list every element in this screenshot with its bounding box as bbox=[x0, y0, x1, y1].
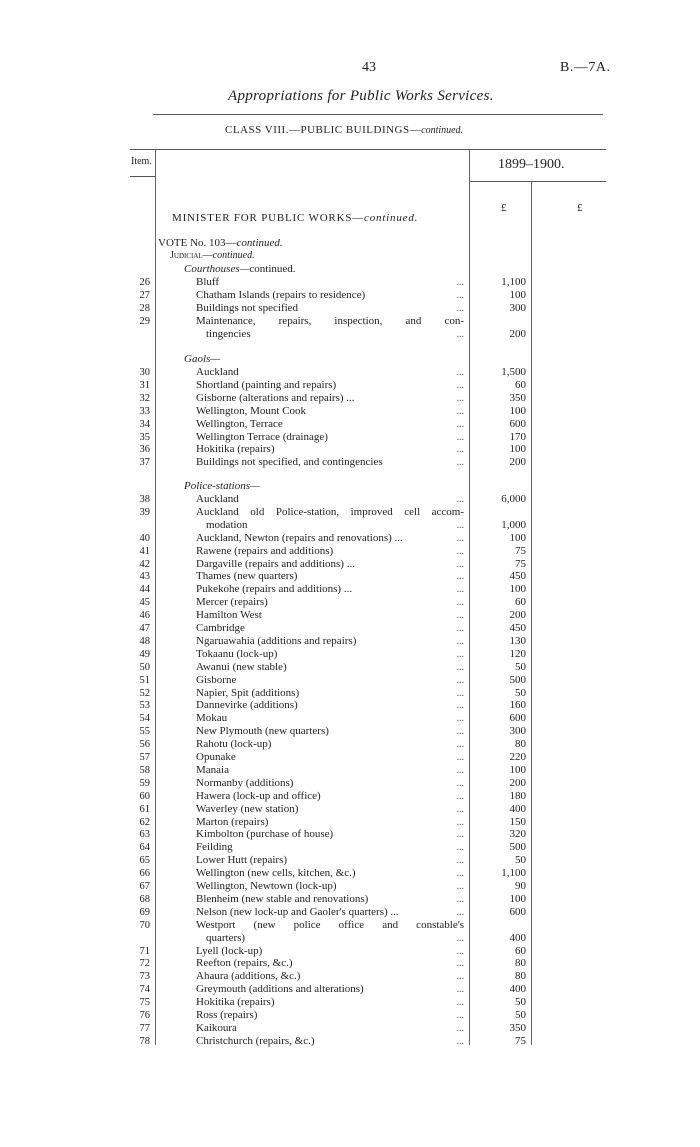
item-amount: 170 bbox=[509, 430, 526, 443]
table-row bbox=[0, 583, 700, 596]
leader-dots: ... bbox=[456, 906, 464, 918]
item-description: Feilding bbox=[196, 841, 233, 854]
item-amount: 100 bbox=[509, 763, 526, 776]
table-row bbox=[0, 506, 700, 519]
item-number: 43 bbox=[139, 571, 150, 583]
item-description: Auckland bbox=[196, 366, 239, 378]
leader-dots: ... bbox=[456, 726, 464, 738]
item-description: Maintenance, repairs, inspection, and con- bbox=[196, 314, 464, 327]
table-row bbox=[0, 803, 700, 816]
item-number: 51 bbox=[139, 674, 150, 686]
item-amount: 130 bbox=[509, 634, 526, 647]
item-number: 62 bbox=[139, 816, 150, 828]
table-row bbox=[0, 315, 700, 328]
table-row bbox=[0, 687, 700, 700]
item-number: 70 bbox=[139, 919, 150, 931]
table-row bbox=[0, 1022, 700, 1035]
table-row bbox=[0, 674, 700, 687]
item-number: 57 bbox=[139, 752, 150, 763]
table-row bbox=[0, 431, 700, 444]
table-row bbox=[0, 996, 700, 1009]
table-row bbox=[0, 392, 700, 405]
item-number: 49 bbox=[139, 648, 150, 660]
item-amount: 350 bbox=[509, 1021, 526, 1034]
item-amount: 1,100 bbox=[501, 867, 526, 880]
currency-symbol-1: £ bbox=[501, 202, 507, 214]
leader-dots: ... bbox=[456, 444, 464, 456]
table-row bbox=[0, 366, 700, 379]
leader-dots: ... bbox=[456, 958, 464, 970]
item-amount: 60 bbox=[515, 378, 526, 391]
leader-dots: ... bbox=[456, 687, 464, 699]
item-number: 59 bbox=[139, 777, 150, 789]
item-description: Napier, Spit (additions) bbox=[196, 686, 300, 699]
leader-dots: ... bbox=[456, 1035, 464, 1047]
leader-dots: ... bbox=[456, 661, 464, 673]
leader-dots: ... bbox=[456, 764, 464, 776]
item-number: 72 bbox=[139, 958, 150, 970]
item-description: Ahaura (additions, &c.) bbox=[196, 970, 301, 983]
item-number: 36 bbox=[139, 444, 150, 456]
item-amount: 200 bbox=[509, 456, 526, 469]
item-amount: 100 bbox=[509, 531, 526, 544]
item-number: 39 bbox=[139, 506, 150, 518]
table-row bbox=[0, 867, 700, 880]
table-row bbox=[0, 751, 700, 764]
leader-dots: ... bbox=[456, 752, 464, 763]
item-amount: 120 bbox=[509, 647, 526, 660]
table-row bbox=[0, 957, 700, 970]
item-amount: 100 bbox=[509, 583, 526, 596]
table-row bbox=[0, 854, 700, 867]
item-description: Dargaville (repairs and additions) ... bbox=[196, 557, 355, 570]
item-number: 54 bbox=[139, 713, 150, 725]
item-number: 44 bbox=[139, 584, 150, 596]
table-row bbox=[0, 970, 700, 983]
item-description: Hawera (lock-up and office) bbox=[196, 789, 321, 802]
page-title: Appropriations for Public Works Services. bbox=[228, 88, 494, 104]
item-description: Hokitika (repairs) bbox=[196, 443, 275, 456]
leader-dots: ... bbox=[456, 610, 464, 622]
item-amount: 220 bbox=[509, 751, 526, 763]
item-description: Westport (new police office and constable's bbox=[196, 918, 464, 931]
leader-dots: ... bbox=[456, 945, 464, 957]
leader-dots: ... bbox=[456, 997, 464, 1009]
item-number: 30 bbox=[139, 367, 150, 378]
table-row bbox=[0, 828, 700, 841]
leader-dots: ... bbox=[456, 379, 464, 391]
item-amount: 300 bbox=[509, 301, 526, 314]
table-row bbox=[0, 405, 700, 418]
item-number: 52 bbox=[139, 687, 150, 699]
courthouses-heading-continued: continued. bbox=[249, 263, 296, 275]
item-description: Kimbolton (purchase of house) bbox=[196, 828, 334, 841]
item-amount: 50 bbox=[515, 996, 526, 1009]
vote-title: VOTE No. 103— bbox=[158, 237, 237, 249]
leader-dots: ... bbox=[456, 405, 464, 417]
item-description: Ross (repairs) bbox=[196, 1009, 258, 1021]
table-row bbox=[0, 289, 700, 302]
leader-dots: ... bbox=[456, 597, 464, 609]
item-amount: 450 bbox=[509, 570, 526, 583]
table-row-continuation bbox=[0, 519, 700, 532]
item-description: Rahotu (lock-up) bbox=[196, 738, 272, 751]
item-description: Auckland, Newton (repairs and renovations) ... bbox=[196, 531, 403, 544]
table-row bbox=[0, 841, 700, 854]
item-amount: 150 bbox=[509, 815, 526, 828]
item-description: Wellington (new cells, kitchen, &c.) bbox=[196, 867, 356, 880]
minister-continued: continued. bbox=[364, 212, 419, 224]
item-number: 68 bbox=[139, 893, 150, 905]
item-amount: 75 bbox=[515, 1034, 526, 1047]
item-number: 34 bbox=[139, 418, 150, 430]
item-number: 65 bbox=[139, 855, 150, 867]
item-description: Marton (repairs) bbox=[196, 815, 269, 828]
item-number: 38 bbox=[139, 494, 150, 505]
item-amount: 100 bbox=[509, 892, 526, 905]
leader-dots: ... bbox=[456, 584, 464, 596]
item-amount: 75 bbox=[515, 557, 526, 570]
class-title: CLASS VIII.—PUBLIC BUILDINGS— bbox=[225, 124, 422, 136]
item-number: 61 bbox=[139, 803, 150, 815]
gaols-heading-label: Gaols— bbox=[184, 353, 221, 365]
table-row bbox=[0, 558, 700, 571]
item-amount: 50 bbox=[515, 1009, 526, 1021]
leader-dots: ... bbox=[456, 739, 464, 751]
gaols-heading bbox=[184, 353, 220, 366]
leader-dots: ... bbox=[456, 418, 464, 430]
leader-dots: ... bbox=[456, 571, 464, 583]
item-number: 67 bbox=[139, 881, 150, 892]
item-amount: 600 bbox=[509, 905, 526, 918]
leader-dots: ... bbox=[456, 1010, 464, 1021]
table-row bbox=[0, 712, 700, 725]
item-description: Mercer (repairs) bbox=[196, 596, 268, 609]
table-row bbox=[0, 379, 700, 392]
item-number: 50 bbox=[139, 661, 150, 673]
item-number: 29 bbox=[139, 315, 150, 327]
leader-dots: ... bbox=[456, 777, 464, 789]
table-row bbox=[0, 609, 700, 622]
year-column-header: 1899–1900. bbox=[498, 157, 565, 172]
leader-dots: ... bbox=[456, 803, 464, 815]
item-description: Rawene (repairs and additions) bbox=[196, 544, 334, 557]
item-description: Wellington Terrace (drainage) bbox=[196, 430, 328, 443]
item-description: Cambridge bbox=[196, 622, 245, 634]
item-amount: 350 bbox=[509, 391, 526, 404]
item-amount: 80 bbox=[515, 738, 526, 751]
item-amount: 160 bbox=[509, 699, 526, 712]
item-number: 45 bbox=[139, 597, 150, 609]
item-description-continued: modation bbox=[206, 518, 248, 531]
item-number: 42 bbox=[139, 558, 150, 570]
item-description: Tokaanu (lock-up) bbox=[196, 647, 278, 660]
item-description: Greymouth (additions and alterations) bbox=[196, 983, 364, 996]
item-number: 47 bbox=[139, 623, 150, 634]
item-number: 58 bbox=[139, 764, 150, 776]
item-number: 41 bbox=[139, 545, 150, 557]
item-description: New Plymouth (new quarters) bbox=[196, 725, 329, 738]
item-description: Opunake bbox=[196, 751, 236, 763]
table-row bbox=[0, 532, 700, 545]
item-description: Awanui (new stable) bbox=[196, 660, 287, 673]
item-description: Wellington, Terrace bbox=[196, 417, 283, 430]
item-description: Manaia bbox=[196, 763, 229, 776]
table-row bbox=[0, 919, 700, 932]
leader-dots: ... bbox=[456, 932, 464, 944]
table-row bbox=[0, 648, 700, 661]
item-amount: 200 bbox=[509, 776, 526, 789]
item-amount: 100 bbox=[509, 288, 526, 301]
item-number: 32 bbox=[139, 392, 150, 404]
leader-dots: ... bbox=[456, 881, 464, 892]
gaols-heading-row bbox=[0, 353, 700, 366]
item-number: 78 bbox=[139, 1035, 150, 1047]
item-description: Waverley (new station) bbox=[196, 802, 299, 815]
table-row bbox=[0, 906, 700, 919]
leader-dots: ... bbox=[456, 545, 464, 557]
table-row bbox=[0, 302, 700, 315]
item-number: 69 bbox=[139, 906, 150, 918]
leader-dots: ... bbox=[456, 700, 464, 712]
item-number: 74 bbox=[139, 984, 150, 996]
item-description: Gisborne bbox=[196, 673, 237, 686]
leader-dots: ... bbox=[456, 674, 464, 686]
leader-dots: ... bbox=[456, 302, 464, 314]
leader-dots: ... bbox=[456, 635, 464, 647]
table-row bbox=[0, 945, 700, 958]
item-description: Chatham Islands (repairs to residence) bbox=[196, 288, 366, 301]
document-reference: B.—7A. bbox=[560, 60, 611, 75]
item-description: Bluff bbox=[196, 276, 220, 288]
table-row bbox=[0, 816, 700, 829]
courthouses-heading-label: Courthouses— bbox=[184, 263, 250, 275]
leader-dots: ... bbox=[456, 328, 464, 340]
table-row bbox=[0, 276, 700, 289]
item-number: 77 bbox=[139, 1022, 150, 1034]
item-number: 40 bbox=[139, 532, 150, 544]
item-number: 33 bbox=[139, 405, 150, 417]
item-description: Auckland old Police-station, improved cell accom- bbox=[196, 505, 464, 518]
item-description: Thames (new quarters) bbox=[196, 570, 298, 583]
item-description: Normanby (additions) bbox=[196, 776, 294, 789]
item-amount: 75 bbox=[515, 544, 526, 557]
item-amount: 80 bbox=[515, 957, 526, 970]
item-number: 27 bbox=[139, 289, 150, 301]
item-description-continued: tingencies bbox=[206, 327, 251, 340]
item-amount: 400 bbox=[509, 983, 526, 996]
item-amount: 50 bbox=[515, 686, 526, 699]
item-amount: 1,000 bbox=[501, 518, 526, 531]
item-amount: 500 bbox=[509, 841, 526, 854]
leader-dots: ... bbox=[456, 829, 464, 841]
item-number: 73 bbox=[139, 971, 150, 983]
leader-dots: ... bbox=[456, 494, 464, 505]
leader-dots: ... bbox=[456, 367, 464, 378]
judicial-continued: continued. bbox=[212, 250, 255, 261]
item-number: 56 bbox=[139, 739, 150, 751]
item-description: Hamilton West bbox=[196, 609, 262, 622]
item-number: 31 bbox=[139, 379, 150, 391]
leader-dots: ... bbox=[456, 457, 464, 469]
item-amount: 300 bbox=[509, 725, 526, 738]
leader-dots: ... bbox=[456, 532, 464, 544]
item-amount: 100 bbox=[509, 404, 526, 417]
leader-dots: ... bbox=[456, 623, 464, 634]
item-number: 26 bbox=[139, 277, 150, 288]
item-number: 46 bbox=[139, 610, 150, 622]
item-amount: 200 bbox=[509, 327, 526, 340]
leader-dots: ... bbox=[456, 431, 464, 443]
table-row bbox=[0, 725, 700, 738]
item-description: Kaikoura bbox=[196, 1021, 237, 1034]
leader-dots: ... bbox=[456, 893, 464, 905]
item-description: Pukekohe (repairs and additions) ... bbox=[196, 583, 353, 596]
item-number: 75 bbox=[139, 997, 150, 1009]
item-number: 48 bbox=[139, 635, 150, 647]
leader-dots: ... bbox=[456, 868, 464, 880]
item-description: Christchurch (repairs, &c.) bbox=[196, 1034, 315, 1047]
item-description: Lower Hutt (repairs) bbox=[196, 854, 288, 867]
item-description: Buildings not specified, and contingencies bbox=[196, 456, 383, 469]
item-amount: 320 bbox=[509, 828, 526, 841]
table-row-continuation bbox=[0, 328, 700, 341]
currency-symbol-2: £ bbox=[577, 202, 583, 214]
table-row bbox=[0, 983, 700, 996]
item-amount: 600 bbox=[509, 417, 526, 430]
item-amount: 180 bbox=[509, 789, 526, 802]
table-row bbox=[0, 699, 700, 712]
table-row bbox=[0, 1009, 700, 1022]
item-description: Wellington, Newtown (lock-up) bbox=[196, 880, 337, 892]
item-description: Reefton (repairs, &c.) bbox=[196, 957, 293, 970]
table-row bbox=[0, 738, 700, 751]
police-heading-label: Police-stations— bbox=[184, 480, 260, 492]
leader-dots: ... bbox=[456, 392, 464, 404]
item-amount: 500 bbox=[509, 673, 526, 686]
table-row bbox=[0, 1035, 700, 1048]
item-description: Shortland (painting and repairs) bbox=[196, 378, 337, 391]
item-number: 28 bbox=[139, 302, 150, 314]
item-amount: 600 bbox=[509, 712, 526, 725]
table-row bbox=[0, 596, 700, 609]
item-description: Mokau bbox=[196, 712, 228, 725]
item-number: 35 bbox=[139, 431, 150, 443]
table-row bbox=[0, 777, 700, 790]
table-row bbox=[0, 790, 700, 803]
leader-dots: ... bbox=[456, 855, 464, 867]
leader-dots: ... bbox=[456, 984, 464, 996]
leader-dots: ... bbox=[456, 971, 464, 983]
item-column-header: Item. bbox=[131, 156, 152, 167]
item-description: Hokitika (repairs) bbox=[196, 996, 275, 1009]
table-row bbox=[0, 456, 700, 469]
table-row bbox=[0, 893, 700, 906]
item-amount: 6,000 bbox=[501, 493, 526, 505]
table-row bbox=[0, 764, 700, 777]
item-amount: 1,500 bbox=[501, 366, 526, 378]
item-amount: 50 bbox=[515, 660, 526, 673]
judicial-title: Judicial— bbox=[170, 250, 213, 261]
item-amount: 400 bbox=[509, 802, 526, 815]
courthouses-heading-row bbox=[0, 263, 700, 276]
table-row bbox=[0, 545, 700, 558]
item-amount: 100 bbox=[509, 443, 526, 456]
leader-dots: ... bbox=[456, 648, 464, 660]
leader-dots: ... bbox=[456, 519, 464, 531]
table-row bbox=[0, 493, 700, 506]
table-row bbox=[0, 622, 700, 635]
courthouses-heading bbox=[184, 263, 296, 276]
leader-dots: ... bbox=[456, 558, 464, 570]
leader-dots: ... bbox=[456, 277, 464, 288]
item-description: Nelson (new lock-up and Gaoler's quarters) ... bbox=[196, 905, 399, 918]
item-description: Dannevirke (additions) bbox=[196, 699, 298, 712]
item-description-continued: quarters) bbox=[206, 931, 246, 944]
item-amount: 90 bbox=[515, 880, 526, 892]
police-heading bbox=[184, 480, 260, 493]
item-number: 64 bbox=[139, 842, 150, 854]
leader-dots: ... bbox=[456, 790, 464, 802]
item-number: 55 bbox=[139, 726, 150, 738]
item-amount: 50 bbox=[515, 854, 526, 867]
minister-title: MINISTER FOR PUBLIC WORKS— bbox=[172, 212, 365, 224]
item-description: Lyell (lock-up) bbox=[196, 944, 263, 957]
item-number: 76 bbox=[139, 1010, 150, 1021]
page-number: 43 bbox=[362, 60, 376, 75]
item-description: Blenheim (new stable and renovations) bbox=[196, 892, 369, 905]
leader-dots: ... bbox=[456, 289, 464, 301]
vote-continued: continued. bbox=[236, 237, 283, 249]
police-heading-row bbox=[0, 480, 700, 493]
item-description: Buildings not specified bbox=[196, 301, 299, 314]
item-amount: 1,100 bbox=[501, 276, 526, 288]
table-row bbox=[0, 635, 700, 648]
item-amount: 400 bbox=[509, 931, 526, 944]
leader-dots: ... bbox=[456, 1022, 464, 1034]
table-row bbox=[0, 443, 700, 456]
table-row-continuation bbox=[0, 932, 700, 945]
item-number: 37 bbox=[139, 457, 150, 469]
item-amount: 450 bbox=[509, 622, 526, 634]
table-row bbox=[0, 880, 700, 893]
table-row bbox=[0, 418, 700, 431]
table-row bbox=[0, 661, 700, 674]
leader-dots: ... bbox=[456, 842, 464, 854]
class-continued: continued. bbox=[421, 125, 464, 136]
leader-dots: ... bbox=[456, 816, 464, 828]
item-number: 71 bbox=[139, 945, 150, 957]
item-description: Auckland bbox=[196, 493, 239, 505]
item-description: Gisborne (alterations and repairs) ... bbox=[196, 391, 355, 404]
item-amount: 80 bbox=[515, 970, 526, 983]
table-row bbox=[0, 570, 700, 583]
item-description: Wellington, Mount Cook bbox=[196, 404, 307, 417]
item-number: 60 bbox=[139, 790, 150, 802]
item-amount: 60 bbox=[515, 596, 526, 609]
item-amount: 200 bbox=[509, 609, 526, 622]
item-number: 53 bbox=[139, 700, 150, 712]
leader-dots: ... bbox=[456, 713, 464, 725]
item-description: Ngaruawahia (additions and repairs) bbox=[196, 634, 357, 647]
item-number: 63 bbox=[139, 829, 150, 841]
item-number: 66 bbox=[139, 868, 150, 880]
item-amount: 60 bbox=[515, 944, 526, 957]
